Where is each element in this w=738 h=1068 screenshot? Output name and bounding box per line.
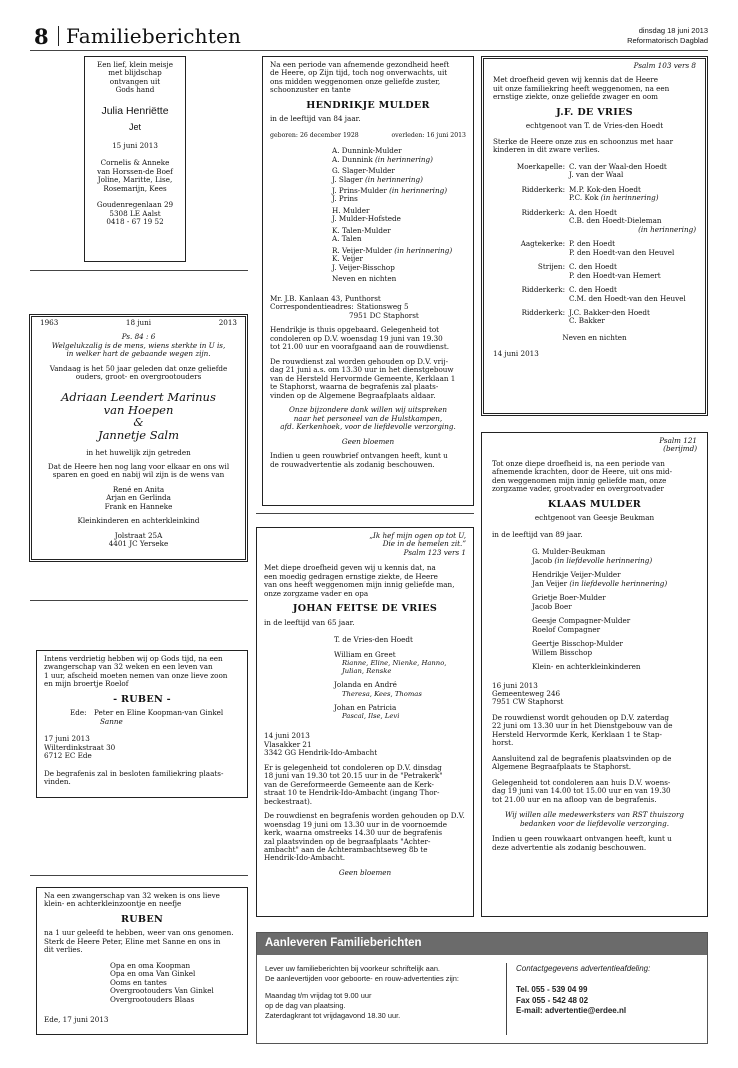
family-line: P. den Hoedt	[569, 239, 616, 249]
spouse: echtgenoot van T. de Vries-den Hoedt	[525, 121, 664, 131]
family-place: Ridderkerk:	[521, 285, 565, 295]
death-notice-johan-feitse-de-vries	[256, 527, 474, 917]
text-line: 18 juni van 19.30 tot 20.15 uur in de "Petrakerk"	[264, 771, 443, 781]
text-line: onze zorgzame vader en opa	[264, 588, 369, 598]
text-line: van de Hersteld Hervormde Gemeente, Kerklaan 1	[270, 373, 456, 383]
address-line: Mr. J.B. Kanlaan 43, Punthorst	[270, 293, 381, 303]
deceased-name: JOHAN FEITSE DE VRIES	[292, 603, 438, 615]
family-line: M.P. Kok-den Hoedt	[569, 184, 641, 194]
address-line: Vlasakker 21	[264, 739, 312, 749]
text-line: Vandaag is het 50 jaar geleden dat onze geliefde	[49, 363, 228, 373]
verse-ref: Ps. 84 : 6	[121, 332, 156, 342]
grandchildren: Rianne, Eline, Nienke, Hanno,	[342, 659, 447, 668]
parents-row	[44, 709, 240, 717]
family-line: Opa en oma Koopman	[110, 960, 191, 970]
text-line: Gods hand	[115, 85, 155, 95]
text-line: deze advertentie als zodanig beschouwen.	[492, 842, 647, 852]
text-line: Indien u geen rouwbrief ontvangen heeft, kunt u	[270, 451, 448, 461]
text-line: Hersteld Hervormde Kerk, Kerklaan 1 te Stap-	[492, 729, 662, 739]
text-line: tot 21.00 uur en na afloop van de begrafenis.	[492, 794, 657, 804]
text-line: dag 19 juni van 14.00 tot 15.00 uur en van 19.30	[492, 786, 671, 796]
text-line: vinden op de Algemene Begraafplaats aldaar.	[270, 390, 436, 400]
text-line: en mijn broertje Roelof	[44, 679, 129, 689]
text-line: Sterk de Heere Peter, Eline met Sanne en ons in	[44, 936, 221, 946]
address-line: Stationsweg 5	[356, 302, 409, 312]
parents: Peter en Eline Koopman-van Ginkel	[94, 708, 224, 718]
notice-date: 14 juni 2013	[493, 349, 539, 359]
text-line: Na een periode van afnemende gezondheid heeft	[270, 60, 450, 69]
section-title: Familieberichten	[66, 24, 242, 48]
address-line: 7951 DC Staphorst	[349, 310, 419, 320]
thanks-line: Onze bijzondere dank willen wij uitspreken	[289, 405, 447, 415]
family-line: C. den Hoedt	[569, 285, 617, 295]
child-nickname: Jet	[128, 122, 141, 133]
text-line: De aanlevertijden voor geboorte- en rouw-advertenties zijn:	[265, 973, 459, 983]
quote-line: Die in de hemelen zit.”	[382, 539, 466, 549]
thanks-line: naar het personeel van de Hulstkampen,	[293, 413, 443, 423]
family-group	[493, 309, 696, 326]
label: Correspondentieadres:	[270, 302, 354, 312]
info-divider	[506, 963, 507, 1035]
deceased-name: J.F. DE VRIES	[556, 106, 633, 118]
birth-date: 15 juni 2013	[112, 140, 158, 150]
family-line: C.M. den Hoedt-van den Heuvel	[569, 293, 686, 303]
family-line: A. Dunnink-Mulder	[332, 146, 402, 156]
text-line: Cornelis & Anneke	[100, 158, 170, 168]
family-line: Geertje Bisschop-Mulder	[532, 639, 623, 649]
text-line: de rouwadvertentie als zodanig beschouwen.	[270, 459, 435, 469]
psalm-sub: (berijmd)	[663, 444, 697, 454]
text-line: ontvangen uit	[109, 76, 161, 86]
text-line: schoonzuster en tante	[270, 85, 351, 95]
text-line: 22 juni om 13.30 uur in het Dienstgebouw van de	[492, 721, 673, 731]
text-line: condoleren op D.V. woensdag 19 juni van 19.30	[270, 333, 443, 343]
family-line: C. den Hoedt	[569, 262, 617, 272]
death-notice-ruben-2	[36, 887, 248, 1035]
text-line: ambacht" aan de Achterambachtseweg 8b te	[264, 845, 428, 854]
text-line: Hendrik-Ido-Ambacht.	[264, 853, 346, 863]
family-line: Geesje Compagner-Mulder	[532, 616, 631, 626]
couple-name: van Hoepen	[103, 402, 174, 417]
family-line: R. Veijer-Mulder (in herinnering)	[332, 245, 453, 255]
text-line: uit onze familiekring heeft weggenomen, na een	[493, 83, 670, 93]
family-line: Hendrikje Veijer-Mulder	[532, 570, 621, 580]
text-line: Tot onze diepe droefheid is, na een periode van	[492, 458, 665, 468]
text-line: klein- en achterkleinzoontje en neefje	[44, 899, 182, 909]
address-line: 4401 JC Yerseke	[108, 539, 169, 549]
child-name: Julia Henriëtte	[101, 104, 169, 117]
family-line: Jan Veijer (in liefdevolle herinnering)	[532, 578, 668, 588]
deceased-name: KLAAS MULDER	[547, 498, 642, 510]
child-names: Johan en Patricia	[334, 702, 397, 712]
text-line: zwangerschap van 32 weken en een leven van	[44, 662, 213, 672]
text-line: kerk, waarna omstreeks 14.30 uur de begrafenis	[264, 828, 443, 838]
ampersand: &	[133, 415, 144, 430]
wife: T. de Vries-den Hoedt	[334, 635, 413, 645]
couple-name: Adriaan Leendert Marinus	[61, 389, 216, 404]
address-line: 14 juni 2013	[264, 731, 310, 741]
family-line: P. den Hoedt-van Hemert	[569, 270, 661, 280]
text-line: zorgzame vader, grootvader en overgrootvader	[492, 484, 664, 494]
separator	[256, 513, 474, 514]
text-line: dag 21 juni a.s. om 13.30 uur in het dienstgebouw	[270, 365, 454, 375]
family-line: P.C. Kok (in herinnering)	[569, 193, 659, 203]
family-place: Aagtekerke:	[520, 239, 565, 249]
born: geboren: 26 december 1928	[270, 131, 359, 139]
family-line: Neven en nichten	[332, 274, 397, 284]
text-line: beckestraat).	[264, 796, 313, 806]
grandchildren: Theresa, Kees, Thomas	[342, 689, 422, 698]
family-line: Jacob Boer	[532, 601, 572, 611]
text-line: Aansluitend zal de begrafenis plaatsvinden op de	[492, 753, 672, 763]
family-line: J. Mulder-Hofstede	[332, 214, 401, 224]
died: overleden: 16 juni 2013	[391, 131, 466, 139]
text-line: zal plaatsvinden op de begraafplaats "Achter-	[264, 836, 431, 846]
text-line: Rosemarijn, Kees	[103, 183, 167, 193]
family-group	[493, 240, 696, 257]
family-group	[493, 209, 696, 234]
family-line: René en Anita	[112, 484, 165, 494]
text-line: straat 10 te Hendrik-Ido-Ambacht (ingang Thor-	[264, 788, 440, 798]
page-number: 8	[34, 24, 49, 49]
text-line: Een lief, klein meisje	[97, 60, 173, 69]
text-line: te Staphorst, waarna de begrafenis zal plaats-	[270, 382, 439, 392]
deceased-name: - RUBEN -	[113, 693, 171, 705]
thanks-line: bedanken voor de liefdevolle verzorging.	[519, 818, 670, 828]
family-place: Ridderkerk:	[521, 308, 565, 317]
text-line: in het huwelijk zijn getreden	[86, 448, 191, 458]
text-line: Na een zwangerschap van 32 weken is ons lieve	[44, 891, 220, 900]
family-line: C. van der Waal-den Hoedt	[569, 161, 667, 171]
header-date: dinsdag 18 juni 2013	[638, 26, 708, 35]
verse-line: in welker hart de gebaande wegen zijn.	[66, 349, 211, 359]
family-line: (in herinnering)	[638, 224, 696, 234]
death-notice-klaas-mulder	[481, 432, 708, 917]
verse-line: Welgelukzalig is de mens, wiens sterkte in U is,	[51, 340, 226, 350]
text-line: De rouwdienst wordt gehouden op D.V. zaterdag	[492, 712, 670, 722]
text-line: Joline, Maritte, Lise,	[97, 175, 173, 185]
text-line: ernstige ziekte, onze geliefde zwager en oom	[493, 92, 658, 102]
text-line: De rouwdienst zal worden gehouden op D.V. vrij-	[270, 356, 448, 366]
family-line: G. Mulder-Beukman	[532, 547, 606, 557]
family-line: G. Slager-Mulder	[332, 166, 395, 176]
family-line: J. Veijer-Bisschop	[332, 262, 395, 272]
psalm-ref: Psalm 103 vers 8	[633, 61, 696, 70]
family-line: J. Prins-Mulder (in herinnering)	[332, 185, 447, 195]
thanks-line: Wij willen alle medewerksters van RST thuiszorg	[504, 810, 685, 820]
text-line: horst.	[492, 738, 514, 748]
text-line: 1 uur, afscheid moeten nemen van onze lieve zoon	[44, 670, 228, 680]
spouse: echtgenoot van Geesje Beukman	[534, 513, 655, 523]
family-list	[264, 636, 466, 720]
family-line: Overgrootouders Blaas	[110, 994, 195, 1004]
text-line: een moedig gedragen ernstige ziekte, de Heere	[264, 571, 438, 581]
birth-notice-julia	[84, 56, 186, 262]
family-line: C. Bakker	[569, 316, 605, 326]
family-line: A. Dunnink (in herinnering)	[332, 154, 433, 164]
family-group	[493, 163, 696, 180]
family-line: Roelof Compagner	[532, 624, 601, 634]
family-place: Strijen:	[537, 262, 565, 272]
address-line: 0418 - 67 19 52	[106, 217, 164, 227]
text-line: met blijdschap	[108, 68, 162, 78]
text-line: de Heere, op Zijn tijd, toch nog onverwachts, uit	[270, 68, 448, 78]
death-notice-hendrikje-mulder	[262, 56, 474, 506]
age: in de leeftijd van 84 jaar.	[270, 114, 361, 124]
text-line: vinden.	[44, 777, 71, 787]
address-line: 6712 EC Ede	[44, 751, 92, 761]
flowers: Geen bloemen	[338, 867, 392, 877]
text-line: De begrafenis zal in besloten familiekring plaats-	[44, 768, 224, 778]
jubilee-notice	[29, 314, 248, 562]
text-line: kinderen in dit zware verlies.	[493, 145, 600, 155]
address-line: 7951 CW Staphorst	[492, 697, 564, 707]
text-line: van de Gereformeerde Gemeente aan de Kerk-	[264, 779, 434, 789]
footer-date: Ede, 17 juni 2013	[44, 1015, 109, 1025]
header-newspaper: Reformatorisch Dagblad	[627, 36, 708, 45]
family-line: J.C. Bakker-den Hoedt	[569, 308, 650, 317]
contact-title: Contactgegevens advertentieafdeling:	[516, 964, 651, 973]
address-line: 17 juni 2013	[44, 734, 90, 744]
text-line: sparen en goed en nabij wil zijn is de wens van	[52, 470, 225, 480]
text-line: van Horssen-de Boef	[97, 166, 173, 176]
death-notice-ruben-1	[36, 650, 248, 798]
text-line: ons midden weggenomen onze geliefde zuster,	[270, 76, 441, 86]
separator	[30, 875, 248, 876]
text-line: De rouwdienst en begrafenis worden gehouden op D.V.	[264, 811, 465, 821]
place: Ede:	[70, 708, 87, 718]
family-line: J. Prins	[332, 194, 358, 204]
text-line: Dat de Heere hen nog lang voor elkaar en ons wil	[47, 461, 230, 471]
family-line: Klein- en achterkleinkinderen	[532, 662, 641, 672]
address-line: 16 juni 2013	[492, 680, 538, 690]
family-list	[492, 548, 697, 671]
family-group	[493, 286, 696, 303]
thanks-line: afd. Kerkenhoek, voor de liefdevolle verzorging.	[280, 422, 456, 432]
header-rule	[30, 50, 708, 51]
text-line: Er is gelegenheid tot condoleren op D.V. dinsdag	[264, 762, 442, 772]
contact-email[interactable]: E-mail: advertentie@erdee.nl	[516, 1006, 627, 1016]
text-line: Hendrikje is thuis opgebaard. Gelegenheid tot	[270, 325, 440, 335]
grandchildren: Julian, Renske	[342, 667, 392, 676]
death-notice-jf-de-vries	[481, 56, 708, 416]
text-line: den weggenomen mijn innig geliefde man, onze	[492, 475, 667, 485]
sibling: Sanne	[100, 716, 123, 726]
text-line: Lever uw familieberichten bij voorkeur schriftelijk aan.	[265, 964, 440, 973]
submission-info-box	[256, 932, 708, 1044]
family-list	[270, 147, 466, 284]
text-line: Intens verdrietig hebben wij op Gods tijd, na een	[44, 654, 223, 663]
family-line: K. Talen-Mulder	[332, 225, 391, 235]
text-line: Gelegenheid tot condoleren aan huis D.V. woens-	[492, 777, 671, 787]
psalm-ref: Psalm 123 vers 1	[403, 547, 466, 557]
text-line: van ons heeft weggenomen mijn innig geliefde man,	[264, 580, 455, 590]
family-list	[44, 962, 240, 1004]
jubilee-dates	[40, 319, 237, 327]
text-line: Algemene Begraafplaats te Staphorst.	[492, 762, 632, 772]
family-line: Frank en Hanneke	[104, 501, 173, 511]
year-to: 2013	[218, 318, 237, 327]
family-line: P. den Hoedt-van den Heuvel	[569, 247, 675, 257]
text-line: Kleinkinderen en achterkleinkind	[77, 516, 200, 526]
contact-tel[interactable]: Tel. 055 - 539 04 99	[516, 984, 588, 994]
text-line: Indien u geen rouwkaart ontvangen heeft, kunt u	[492, 834, 672, 844]
quote-line: „Ik hef mijn ogen op tot U,	[369, 531, 466, 540]
text-line: Met diepe droefheid geven wij u kennis dat, na	[264, 563, 436, 573]
text-line: op de dag van plaatsing.	[265, 1000, 346, 1010]
family-group	[493, 263, 696, 280]
family-line: Grietje Boer-Mulder	[532, 593, 606, 603]
deceased-name: RUBEN	[120, 913, 164, 925]
family-place: Ridderkerk:	[521, 184, 565, 194]
text-line: tot 21.00 uur en voorafgaand aan de rouwdienst.	[270, 342, 449, 352]
family-line: Willem Bisschop	[532, 647, 593, 657]
address-line: 3342 GG Hendrik-Ido-Ambacht	[264, 748, 378, 758]
age: in de leeftijd van 89 jaar.	[492, 529, 583, 539]
family-line: Jacob (in liefdevolle herinnering)	[532, 555, 653, 565]
family-group	[493, 186, 696, 203]
text-line: afnemende krachten, door de Heere, uit ons mid-	[492, 467, 673, 477]
family-line: A. Talen	[332, 234, 362, 244]
address-line: Goudenregenlaan 29	[96, 200, 174, 210]
contact-fax: Fax 055 - 542 48 02	[516, 995, 589, 1005]
child-names: Jolanda en André	[334, 680, 397, 690]
family-list	[493, 163, 696, 326]
separator	[30, 270, 248, 271]
info-right	[516, 964, 704, 1017]
text-line: Zaterdagkrant tot vrijdagavond 18.30 uur.	[265, 1010, 401, 1020]
separator	[30, 600, 248, 601]
info-title-bar	[257, 933, 707, 955]
family-line: Arjan en Gerlinda	[106, 493, 171, 503]
address-line: Gemeenteweg 246	[492, 689, 561, 698]
deceased-name: HENDRIKJE MULDER	[306, 99, 430, 111]
family-place: Ridderkerk:	[521, 207, 565, 217]
header-divider	[58, 26, 59, 46]
family-line: J. van der Waal	[569, 170, 624, 180]
info-title: Aanleveren Familieberichten	[265, 937, 422, 949]
text-line: Maandag t/m vrijdag tot 9.00 uur	[265, 991, 372, 1001]
info-left	[265, 964, 505, 1020]
year-from: 1963	[40, 318, 59, 327]
text-line: ouders, groot- en overgrootouders	[75, 372, 202, 382]
text-line: na 1 uur geleefd te hebben, weer van ons genomen.	[44, 928, 234, 938]
text-line: woensdag 19 juni om 13.30 uur in de voornoemde	[264, 819, 447, 829]
family-line: H. Mulder	[332, 205, 370, 215]
page-header	[30, 22, 708, 50]
psalm-ref: Psalm 121	[659, 436, 697, 445]
text-line: dit verlies.	[44, 945, 83, 955]
text-line: Sterke de Heere onze zus en schoonzus met haar	[493, 136, 674, 146]
family-line: A. den Hoedt	[569, 207, 617, 217]
family-place: Moerkapelle:	[516, 161, 565, 171]
address-line: Wilterdinkstraat 30	[44, 742, 116, 752]
text-line: Met droefheid geven wij kennis dat de Heere	[493, 75, 658, 85]
family-line: J. Slager (in herinnering)	[332, 174, 423, 184]
address-line: Jolstraat 25A	[114, 530, 163, 540]
family-line: Overgrootouders Van Ginkel	[110, 986, 214, 996]
grandchildren: Pascal, Ilse, Levi	[342, 712, 400, 721]
family-line: K. Veijer	[332, 254, 363, 264]
age: in de leeftijd van 65 jaar.	[264, 617, 355, 627]
family-line: C.B. den Hoedt-Dieleman	[569, 216, 662, 226]
neven: Neven en nichten	[562, 332, 627, 342]
child-names: William en Greet	[334, 649, 396, 659]
couple-name: Jannetje Salm	[97, 427, 180, 442]
jubilee-day: 18 juni	[125, 318, 152, 327]
family-line: Ooms en tantes	[110, 977, 167, 987]
dates-row	[270, 132, 466, 139]
flowers: Geen bloemen	[341, 436, 395, 446]
family-line: Opa en oma Van Ginkel	[110, 969, 196, 979]
address-line: 5308 LE Aalst	[109, 208, 161, 218]
